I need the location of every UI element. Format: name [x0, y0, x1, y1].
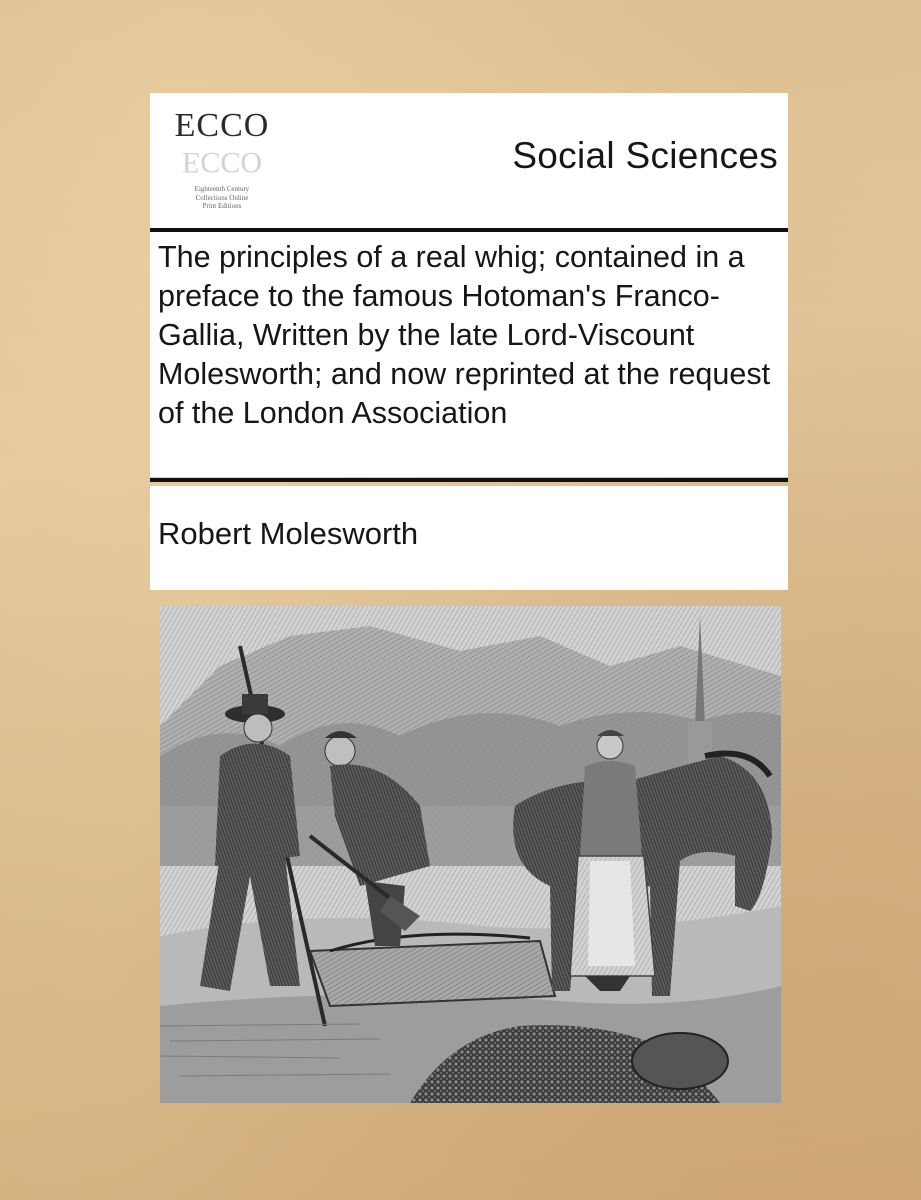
basket: [632, 1033, 728, 1089]
series-title: Social Sciences: [512, 135, 778, 176]
author-name: Robert Molesworth: [158, 516, 419, 551]
divider-bottom: [150, 478, 788, 482]
logo-subtitle-line: Collections Online: [195, 193, 249, 202]
header-panel: [150, 93, 788, 228]
cover-illustration: [160, 606, 781, 1103]
ecco-logo: [172, 107, 272, 217]
logo-mark-reflection: ECCO: [181, 146, 262, 179]
engraving-illustration: [160, 606, 781, 1103]
book-title: The principles of a real whig; contained in a preface to the famous Hotoman's Franco-Gallia, Written by the late Lord-Viscount Molesworth; and now reprinted at the request of the London Association: [158, 240, 771, 430]
logo-mark: ECCO: [174, 107, 270, 144]
title-panel: [150, 232, 788, 477]
logo-subtitle-line: Print Editions: [202, 202, 242, 210]
peat-sledge: [310, 941, 555, 1006]
author-panel: [150, 486, 788, 590]
logo-subtitle-line: Eighteenth Century: [194, 185, 250, 193]
logo-subtitle: [172, 185, 272, 211]
